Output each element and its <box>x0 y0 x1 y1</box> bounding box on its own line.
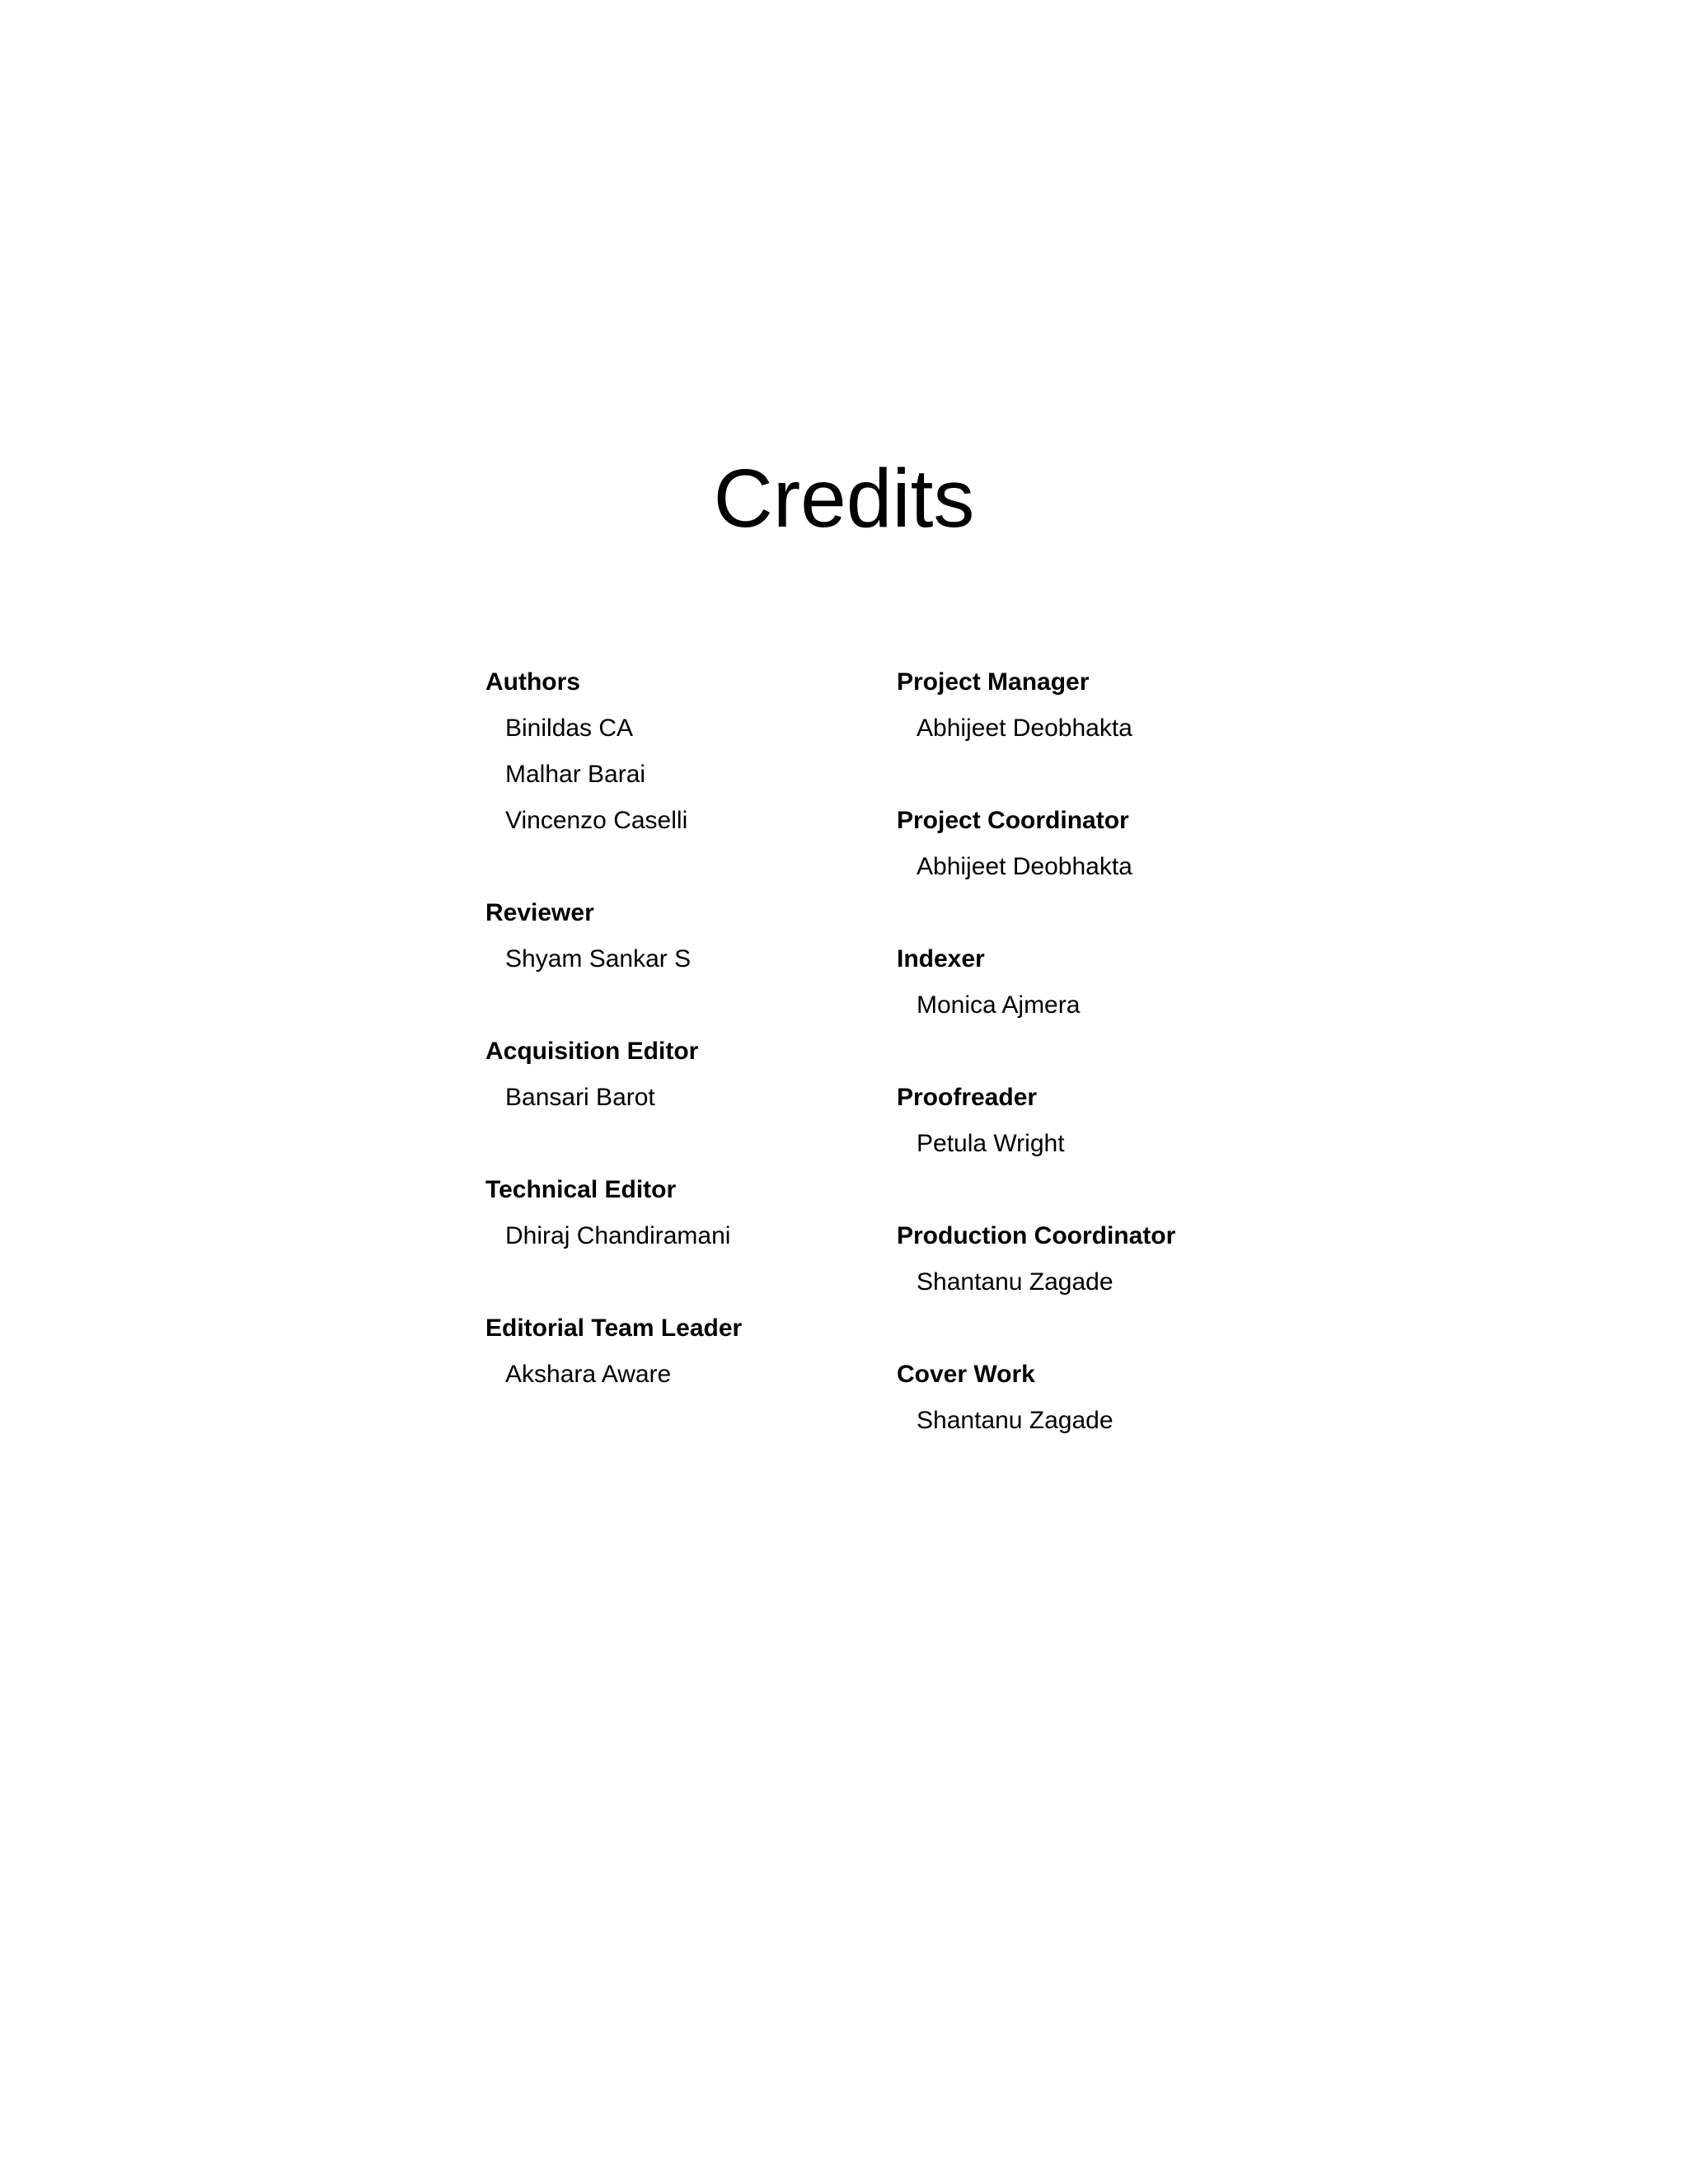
credit-section-project-coordinator <box>897 798 1175 890</box>
credit-role: Reviewer <box>485 899 594 926</box>
credits-left-column <box>485 659 742 1444</box>
credit-section-production-coordinator <box>897 1213 1175 1305</box>
credit-role: Project Coordinator <box>897 807 1129 834</box>
credit-section-proofreader <box>897 1075 1175 1167</box>
page-title: Credits <box>713 452 975 545</box>
credit-section-authors <box>485 659 742 844</box>
credit-name: Shyam Sankar S <box>505 945 692 972</box>
credit-name: Binildas CA <box>505 715 634 742</box>
credit-role: Authors <box>485 668 580 696</box>
credit-section-project-manager <box>897 659 1175 752</box>
credit-role: Project Manager <box>897 668 1090 696</box>
credit-name: Abhijeet Deobhakta <box>917 715 1132 742</box>
credit-section-acquisition-editor <box>485 1029 742 1121</box>
credit-name: Abhijeet Deobhakta <box>917 853 1132 880</box>
credit-role: Proofreader <box>897 1084 1038 1111</box>
credit-role: Indexer <box>897 945 985 972</box>
credits-right-column <box>897 659 1175 1490</box>
credit-section-editorial-team-leader <box>485 1305 742 1398</box>
credit-name: Shantanu Zagade <box>917 1407 1114 1434</box>
credit-section-indexer <box>897 936 1175 1029</box>
credit-name: Monica Ajmera <box>917 991 1081 1019</box>
credit-name: Dhiraj Chandiramani <box>505 1222 731 1249</box>
credit-section-cover-work <box>897 1352 1175 1444</box>
credit-role: Production Coordinator <box>897 1222 1176 1249</box>
credit-role: Editorial Team Leader <box>485 1315 743 1342</box>
credit-name: Shantanu Zagade <box>917 1268 1114 1296</box>
credit-name: Malhar Barai <box>505 761 646 788</box>
credit-name: Petula Wright <box>917 1130 1065 1157</box>
credit-role: Cover Work <box>897 1361 1035 1388</box>
credit-role: Technical Editor <box>485 1176 677 1203</box>
credit-name: Vincenzo Caselli <box>505 807 688 834</box>
credit-name: Bansari Barot <box>505 1084 655 1111</box>
credit-name: Akshara Aware <box>505 1361 672 1388</box>
credit-section-reviewer <box>485 890 742 982</box>
credit-section-technical-editor <box>485 1167 742 1259</box>
credit-role: Acquisition Editor <box>485 1038 699 1065</box>
